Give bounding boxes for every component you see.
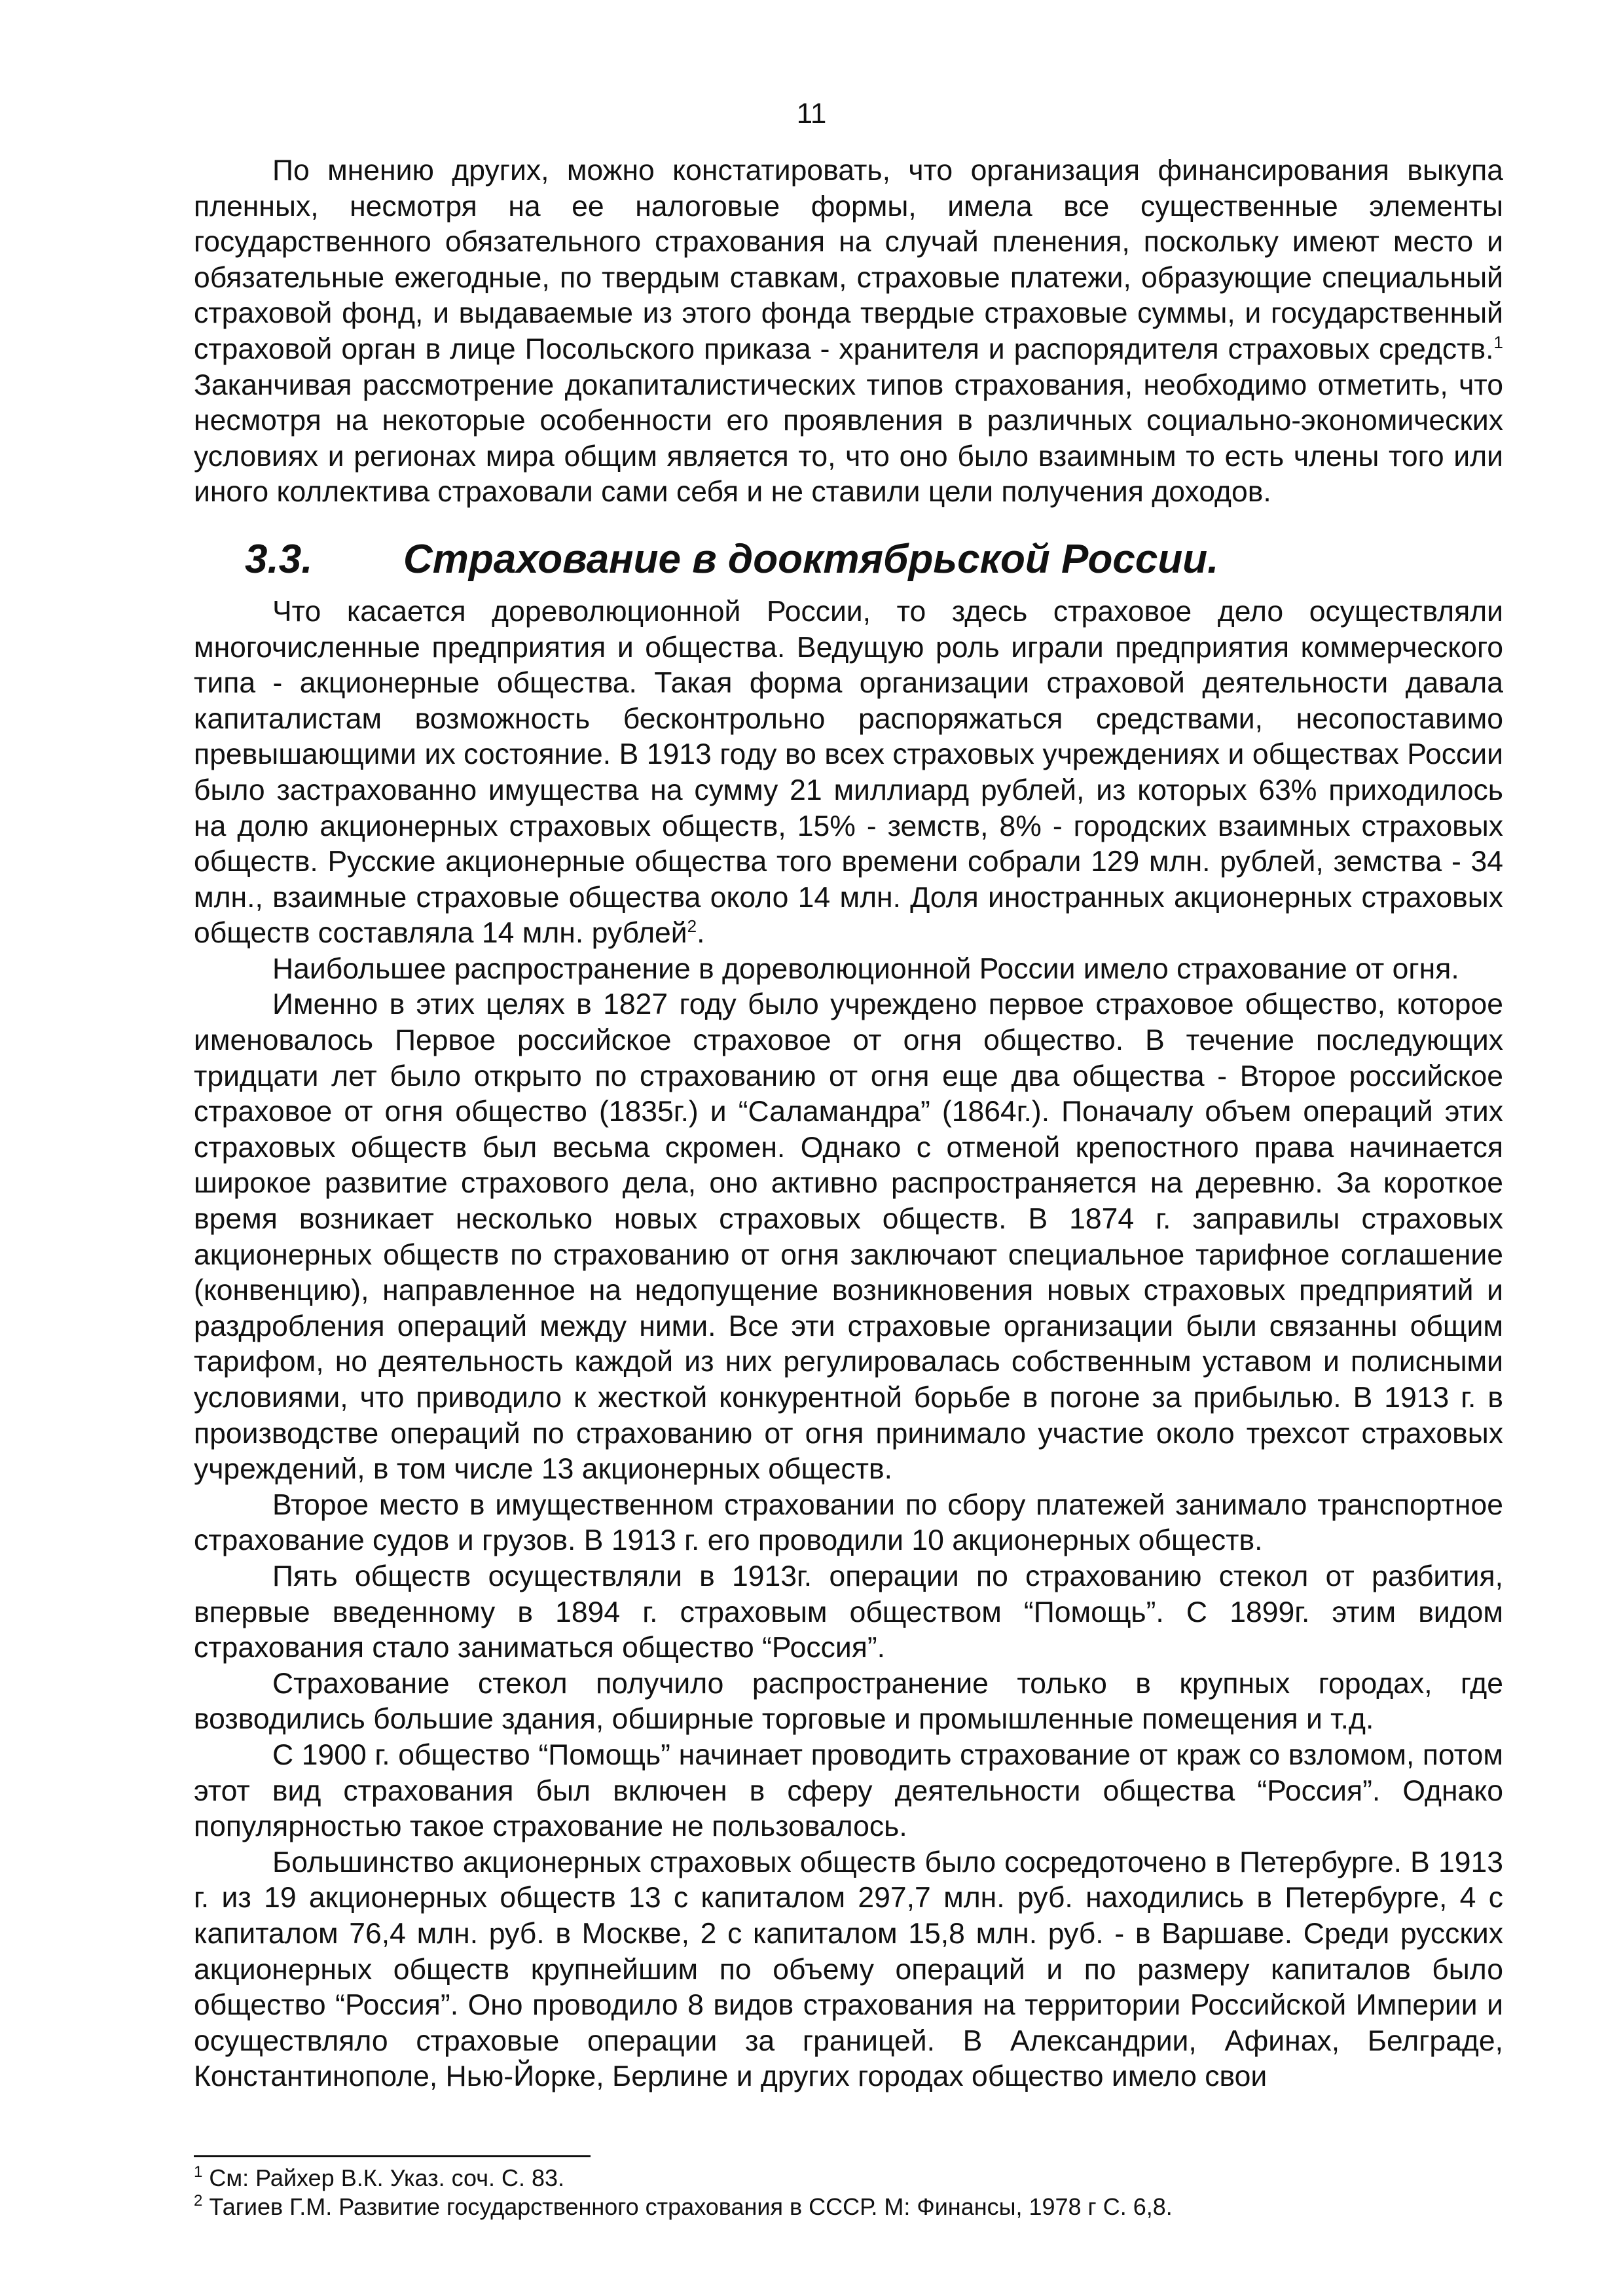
section-title: Страхование в дооктябрьской России. [403, 536, 1219, 582]
paragraph-4: Второе место в имущественном страховании по сбору платежей занимало транспортное страхование судов и грузов. В 1913 г. его проводили 10 акционерных обществ. [194, 1488, 1503, 1557]
footnote-ref-2[interactable]: 2 [687, 916, 697, 937]
paragraph-2: Наибольшее распространение в дореволюционной России имело страхование от огня. [272, 952, 1459, 985]
paragraph-5: Пять обществ осуществляли в 1913г. операции по страхованию стекол от разбития, впервые введенному в 1894 г. страховым обществом “Помощь”. С 1899г. этим видом страхования стало заниматься общество “Россия”. [194, 1560, 1503, 1664]
footnote-ref-1[interactable]: 1 [1493, 332, 1503, 352]
paragraph-8: Большинство акционерных страховых обществ было сосредоточено в Петербурге. В 1913 г. из 19 акционерных обществ 13 с капиталом 297,7 млн. руб. находились в Петербурге, 4 с капиталом 76,4 млн. руб. в Москве, 2 с капиталом 15,8 млн. руб. - в Варшаве. Среди русских акционерных обществ крупнейшим по объему операций и по размеру капиталов было общество “Россия”. Оно проводило 8 видов страхования на территории Российской Империи и осуществляло страховые операции за границей. В Александрии, Афинах, Белграде, Константинополе, Нью-Йорке, Берлине и других городах общество имело свои [194, 1846, 1503, 2093]
footnote-2 [194, 2193, 1470, 2221]
section-heading [194, 535, 1503, 584]
footnote-1 [194, 2164, 1470, 2193]
page-number: 11 [796, 98, 827, 130]
paragraph-3: Именно в этих целях в 1827 году было учреждено первое страховое общество, которое именовалось Первое российское страховое от огня общество. В течение последующих тридцати лет было открыто по страхованию от огня еще два общества - Второе российское страховое от огня общество (1835г.) и “Саламандра” (1864г.). Поначалу объем операций этих страховых обществ был весьма скромен. Однако с отменой крепостного права начинается широкое развитие страхового дела, оно активно распространяется на деревню. За короткое время возникает несколько новых страховых обществ. В 1874 г. заправилы страховых акционерных обществ по страхованию от огня заключают специальное тарифное соглашение (конвенцию), направленное на недопущение возникновения новых страховых предприятий и раздробления операций между ними. Все эти страховые организации были связанны общим тарифом, но деятельность каждой из них регулировалась собственным уставом и полисными условиями, что приводило к жесткой конкурентной борьбе в погоне за прибылью. В 1913 г. в производстве операций по страхованию от огня принимало участие около трехсот страховых учреждений, в том числе 13 акционерных обществ. [194, 988, 1503, 1486]
footnotes [194, 2164, 1470, 2221]
paragraph-1-part-b: . [697, 917, 705, 950]
section-number: 3.3. [245, 536, 313, 582]
paragraph-1-part-a: Что касается дореволюционной России, то здесь страховое дело осуществляли многочисленные предприятия и общества. Ведущую роль играли предприятия коммерческого типа - акционерные общества. Такая форма организации страховой деятельности давала капиталистам возможность бесконтрольно распоряжаться средствами, несопоставимо превышающими их состояние. В 1913 году во всех страховых учреждениях и обществах России было застрахованно имущества на сумму 21 миллиард рублей, из которых 63% приходилось на долю акционерных страховых обществ, 15% - земств, 8% - городских взаимных страховых обществ. Русские акционерные общества того времени собрали 129 млн. рублей, земства - 34 млн., взаимные страховые общества около 14 млн. Доля иностранных акционерных страховых обществ составляла 14 млн. рублей [194, 595, 1503, 950]
paragraph-intro-part-b: Заканчивая рассмотрение докапиталистических типов страхования, необходимо отметить, что несмотря на некоторые особенности его проявления в различных социально-экономических условиях и регионах мира общим является то, что оно было взаимным то есть члены того или иного коллектива страховали сами себя и не ставили цели получения доходов. [194, 368, 1503, 509]
paragraph-intro [194, 153, 1503, 511]
paragraph-1 [194, 594, 1503, 952]
body-text [194, 153, 1503, 2095]
footnote-2-mark: 2 [194, 2192, 203, 2210]
footnote-2-text: Тагиев Г.М. Развитие государственного страхования в СССР. М: Финансы, 1978 г С. 6,8. [202, 2193, 1173, 2220]
footnote-1-mark: 1 [194, 2163, 203, 2181]
footnote-divider [194, 2155, 591, 2157]
paragraph-6: Страхование стекол получило распространение только в крупных городах, где возводились большие здания, обширные торговые и промышленные помещения и т.д. [194, 1667, 1503, 1736]
footnote-1-text: См: Райхер В.К. Указ. соч. С. 83. [202, 2164, 565, 2191]
paragraph-intro-part-a: По мнению других, можно констатировать, что организация финансирования выкупа пленных, несмотря на ее налоговые формы, имела все существенные элементы государственного обязательного страхования на случай пленения, поскольку имеют место и обязательные ежегодные, по твердым ставкам, страховые платежи, образующие специальный страховой фонд, и выдаваемые из этого фонда твердые страховые суммы, и государственный страховой орган в лице Посольского приказа - хранителя и распорядителя страховых средств. [194, 154, 1503, 365]
paragraph-7: С 1900 г. общество “Помощь” начинает проводить страхование от краж со взломом, потом этот вид страхования был включен в сферу деятельности общества “Россия”. Однако популярностью такое страхование не пользовалось. [194, 1738, 1503, 1843]
